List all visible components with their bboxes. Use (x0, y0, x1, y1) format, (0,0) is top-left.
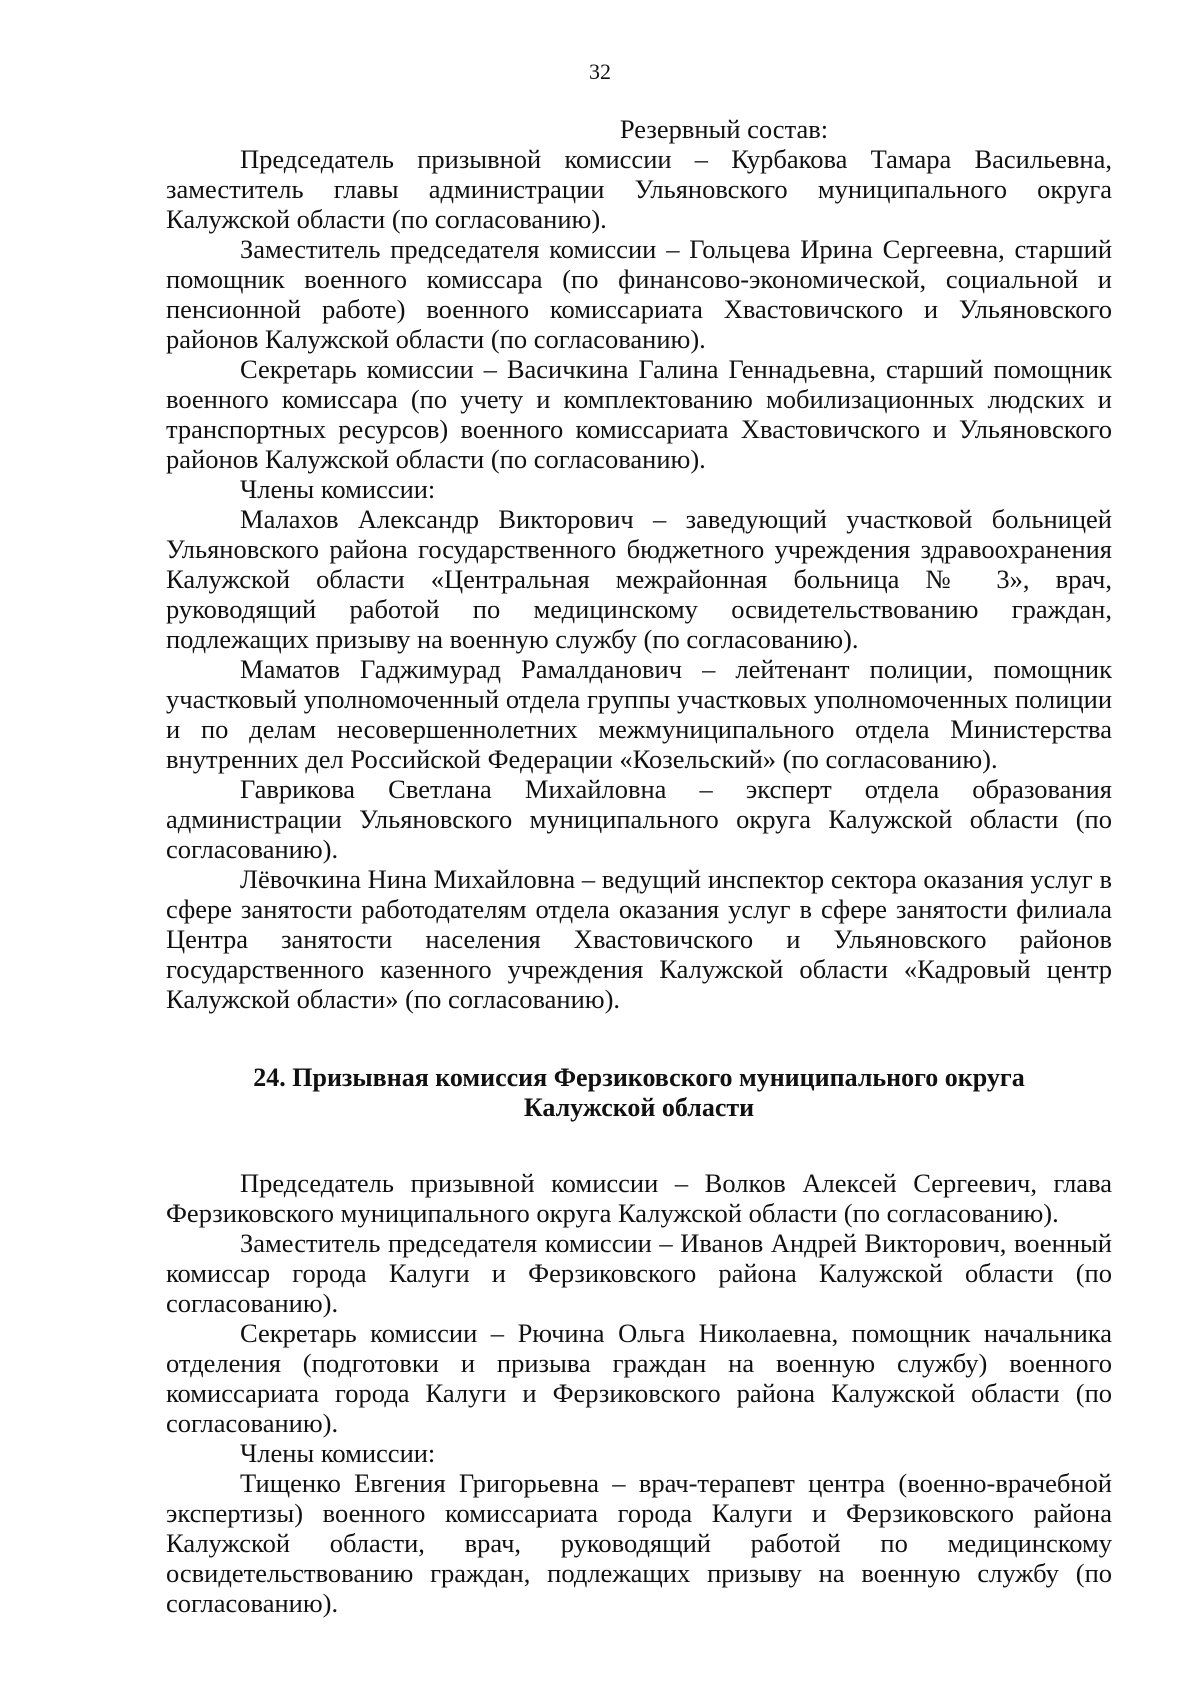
paragraph: Секретарь комиссии – Рючина Ольга Николаевна, помощник начальника отделения (подготовки и призыва граждан на военную службу) военного комиссариата города Калуги и Ферзиковского района Калужской области (по согласованию). (166, 1318, 1112, 1438)
members-label: Члены комиссии: (240, 474, 436, 504)
paragraph: Лёвочкина Нина Михайловна – ведущий инспектор сектора оказания услуг в сфере занятости работодателям отдела оказания услуг в сфере занятости филиала Центра занятости населения Хвастовичского и Ульяновского районов государственного казенного учреждения Калужской области «Кадровый центр Калужской области» (по согласованию). (166, 864, 1112, 1014)
section-heading-line1: 24. Призывная комиссия Ферзиковского муниципального округа (253, 1063, 1025, 1092)
paragraph: Тищенко Евгения Григорьевна – врач-терапевт центра (военно-врачебной экспертизы) военного комиссариата города Калуги и Ферзиковского района Калужской области, врач, руководящий работой по медицинскому освидетельствованию граждан, подлежащих призыву на военную службу (по согласованию). (166, 1468, 1112, 1618)
paragraph: Председатель призывной комиссии – Курбакова Тамара Васильевна, заместитель главы администрации Ульяновского муниципального округа Калужской области (по согласованию). (166, 144, 1112, 234)
reserve-title: Резервный состав: (619, 114, 829, 144)
page-number: 32 (589, 59, 611, 84)
paragraph: Заместитель председателя комиссии – Гольцева Ирина Сергеевна, старший помощник военного комиссара (по финансово-экономической, социальной и пенсионной работе) военного комиссариата Хвастовичского и Ульяновского районов Калужской области (по согласованию). (166, 234, 1112, 354)
section-24 (166, 1168, 1112, 1618)
paragraph: Малахов Александр Викторович – заведующий участковой больницей Ульяновского района государственного бюджетного учреждения здравоохранения Калужской области «Центральная межрайонная больница № 3», врач, руководящий работой по медицинскому освидетельствованию граждан, подлежащих призыву на военную службу (по согласованию). (166, 504, 1112, 654)
paragraph: Гаврикова Светлана Михайловна – эксперт отдела образования администрации Ульяновского муниципального округа Калужской области (по согласованию). (166, 774, 1112, 864)
paragraph: Председатель призывной комиссии – Волков Алексей Сергеевич, глава Ферзиковского муниципального округа Калужской области (по согласованию). (166, 1168, 1112, 1228)
paragraph: Секретарь комиссии – Васичкина Галина Геннадьевна, старший помощник военного комиссара (по учету и комплектованию мобилизационных людских и транспортных ресурсов) военного комиссариата Хвастовичского и Ульяновского районов Калужской области (по согласованию). (166, 354, 1112, 474)
reserve-section (166, 114, 1112, 1014)
paragraph: Маматов Гаджимурад Рамалданович – лейтенант полиции, помощник участковый уполномоченный отдела группы участковых уполномоченных полиции и по делам несовершеннолетних межмуниципального отдела Министерства внутренних дел Российской Федерации «Козельский» (по согласованию). (166, 654, 1112, 774)
paragraph: Заместитель председателя комиссии – Иванов Андрей Викторович, военный комиссар города Калуги и Ферзиковского района Калужской области (по согласованию). (166, 1228, 1112, 1318)
section-heading (166, 1063, 1112, 1123)
section-heading-line2: Калужской области (523, 1093, 755, 1122)
members-label: Члены комиссии: (240, 1438, 436, 1468)
